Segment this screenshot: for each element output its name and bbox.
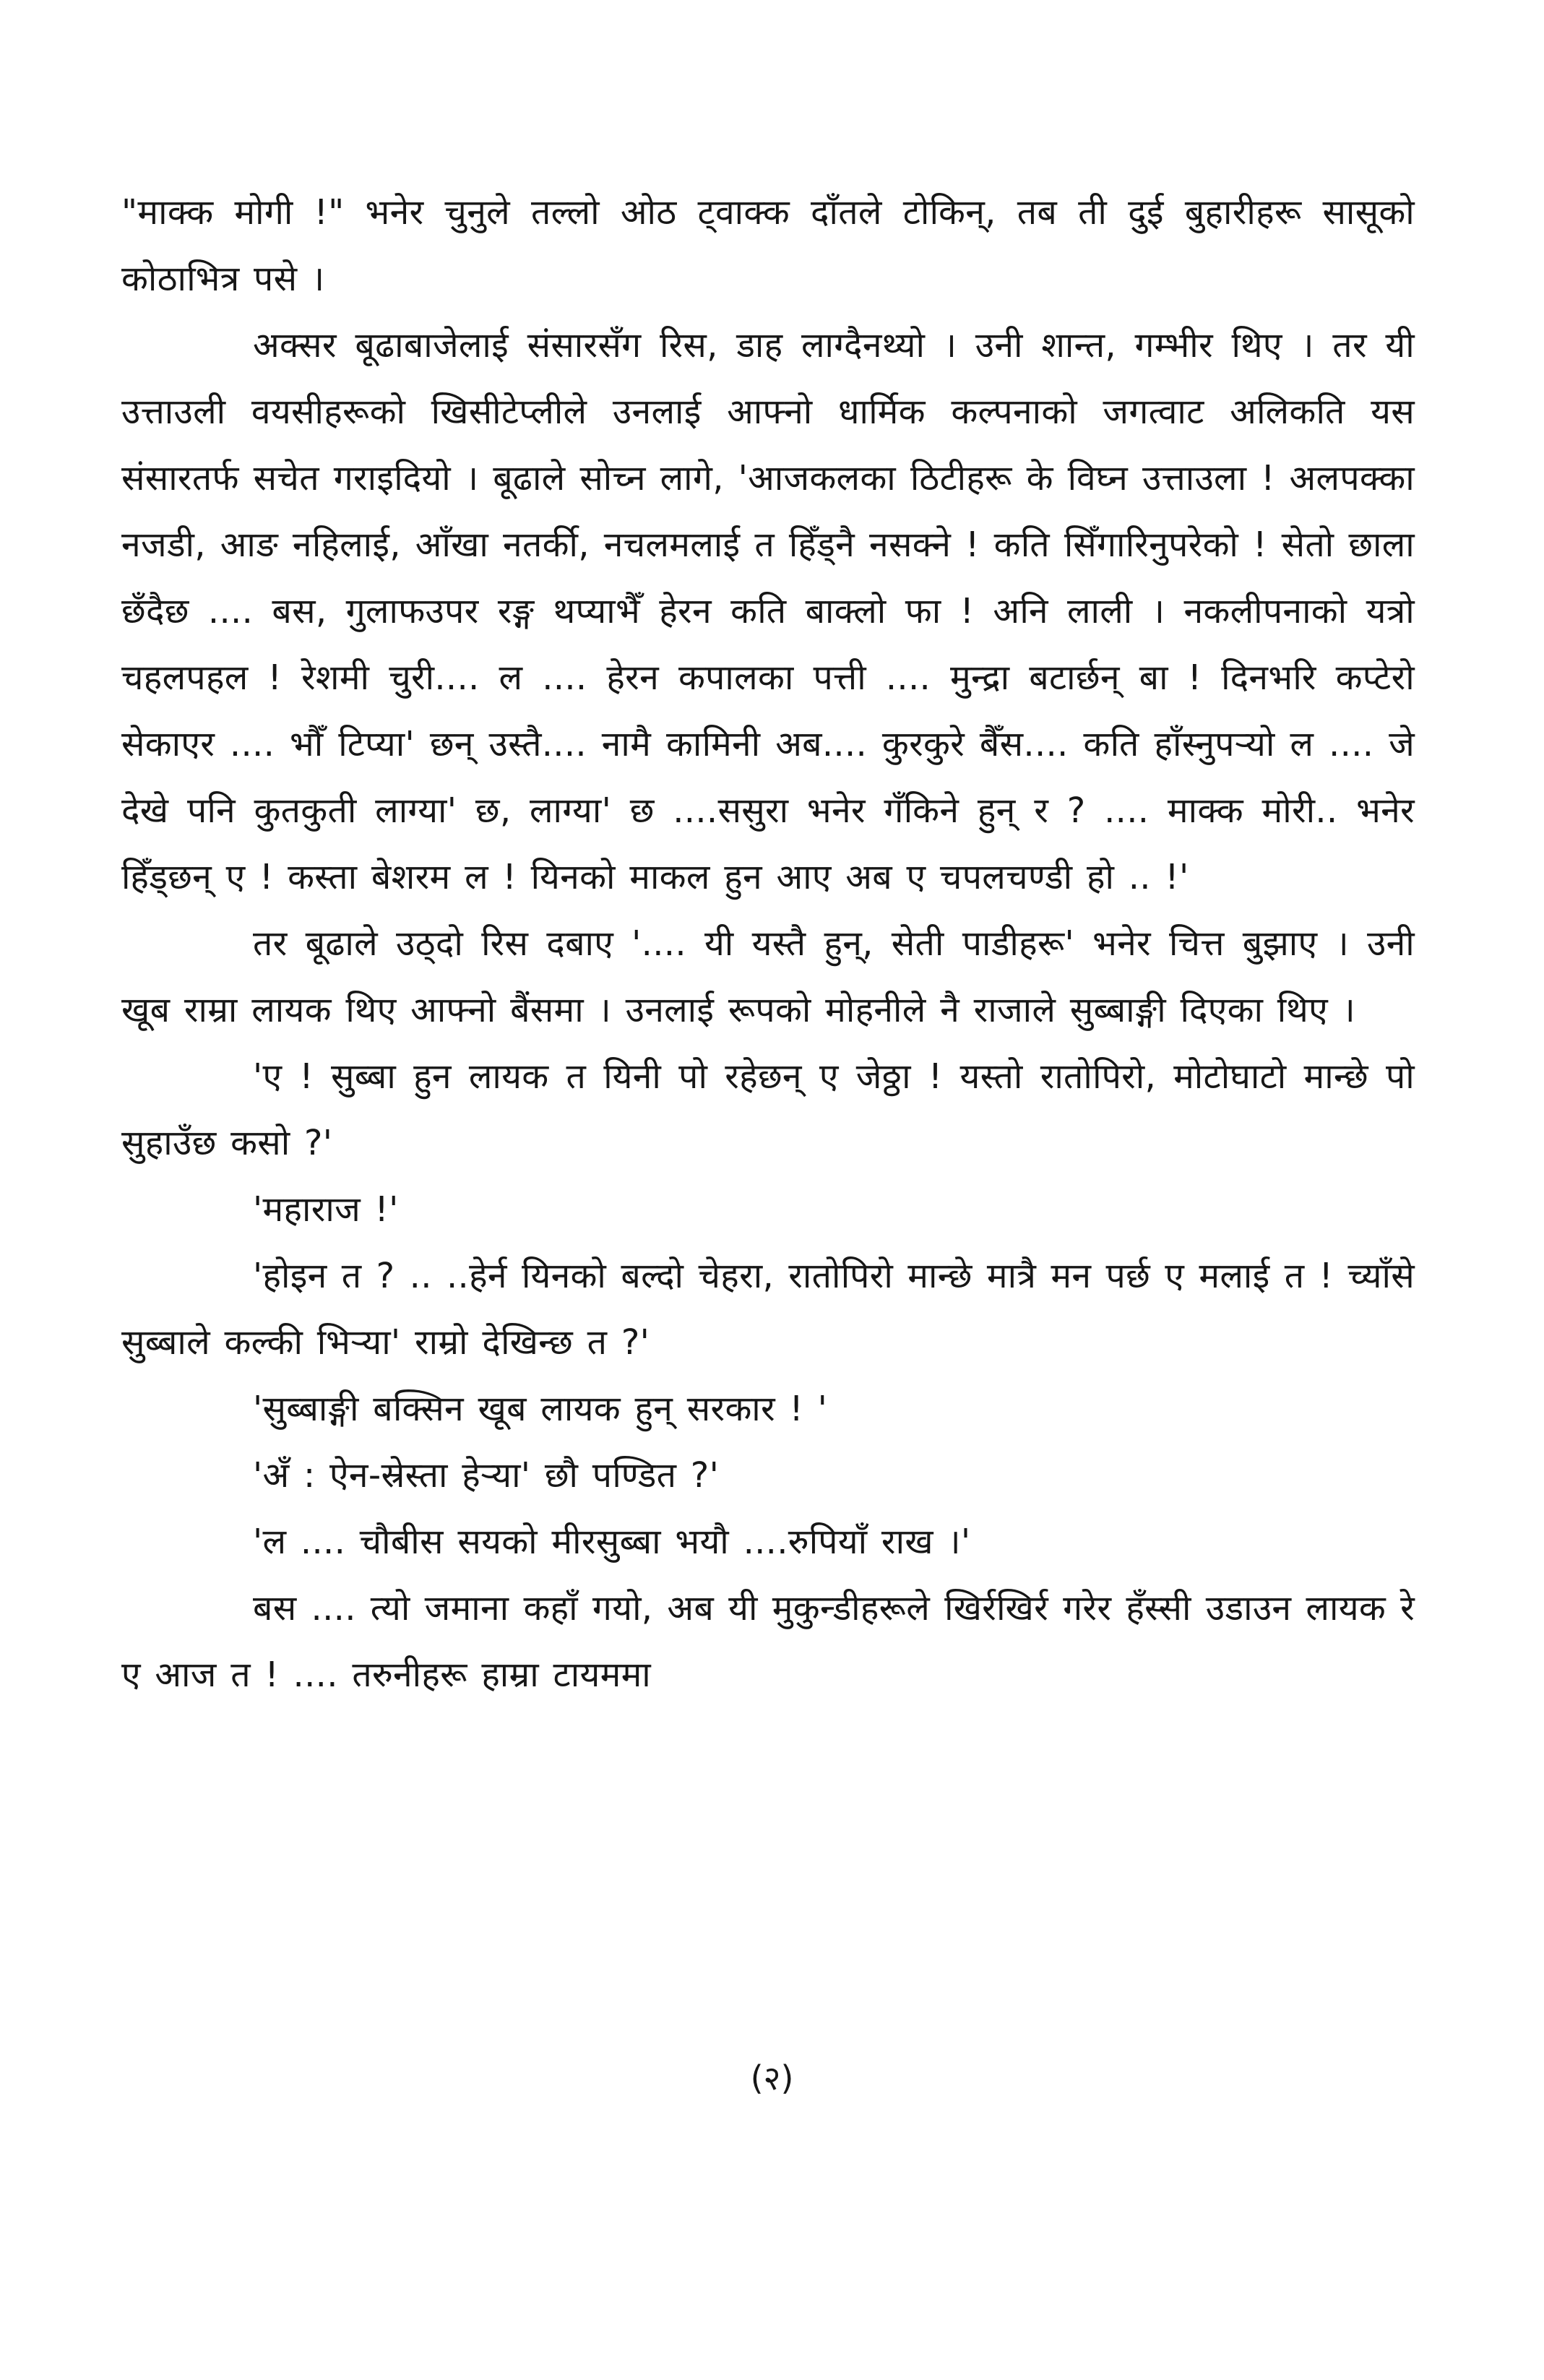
paragraph-5: 'महाराज !' (253, 1189, 399, 1230)
paragraph-4: 'ए ! सुब्बा हुन लायक त यिनी पो रहेछन् ए जेठ्ठा ! यस्तो रातोपिरो, मोटोघाटो मान्छे पो सुहाउँछ कसो ?' (121, 1056, 1415, 1163)
paragraph-9: 'ल .... चौबीस सयको मीरसुब्बा भयौ ....रुपियाँ राख ।' (253, 1522, 971, 1562)
paragraph-3: तर बूढाले उठ्दो रिस दबाए '.... यी यस्तै हुन्, सेती पाडीहरू' भनेर चित्त बुझाए । उनी खूब राम्रा लायक थिए आफ्नो बैंसमा । उनलाई रूपको मोहनीले नै राजाले सुब्बाङ्गी दिएका थिए । (121, 923, 1415, 1030)
paragraph-8: 'अँ : ऐन-स्रेस्ता हेऱ्या' छौ पण्डित ?' (253, 1455, 720, 1496)
page-number: (२) (750, 2058, 794, 2097)
paragraph-6: 'होइन त ? .. ..हेर्न यिनको बल्दो चेहरा, रातोपिरो मान्छे मात्रै मन पर्छ ए मलाई त ! च्याँसे सुब्बाले कल्की भिऱ्या' राम्रो देखिन्छ त ?' (121, 1256, 1415, 1363)
paragraph-7: 'सुब्बाङ्गी बक्सिन खूब लायक हुन् सरकार ! ' (253, 1389, 828, 1429)
paragraph-10: बस .... त्यो जमाना कहाँ गयो, अब यी मुकुन्डीहरूले खिर्रखिर्र गरेर हँस्सी उडाउन लायक रे ए आज त ! .... तरुनीहरू हाम्रा टायममा (121, 1588, 1415, 1695)
paragraph-2: अक्सर बूढाबाजेलाई संसारसँग रिस, डाह लाग्दैनथ्यो । उनी शान्त, गम्भीर थिए । तर यी उत्ताउली वयसीहरूको खिसीटेप्लीले उनलाई आफ्नो धार्मिक कल्पनाको जगत्वाट अलिकति यस संसारतर्फ सचेत गराइदियो । बूढाले सोच्न लागे, 'आजकलका ठिटीहरू के विघ्न उत्ताउला ! अलपक्का नजडी, आङ नहिलाई, आँखा नतर्की, नचलमलाई त हिँड्नै नसक्ने ! कति सिँगारिनुपरेको ! सेतो छाला छँदैछ .... बस, गुलाफउपर रङ्ग थप्याभैँ हेरन कति बाक्लो फा ! अनि लाली । नकलीपनाको यत्रो चहलपहल ! रेशमी चुरी.... ल .... हेरन कपालका पत्ती .... मुन्द्रा बटार्छन् बा ! दिनभरि कप्टेरो सेकाएर .... भौँ टिप्या' छन् उस्तै.... नामै कामिनी अब.... कुरकुरे बैँस.... कति हाँस्नुपऱ्यो ल .... जे देखे पनि कुतकुती लाग्या' छ, लाग्या' छ ....ससुरा भनेर गँकिने हुन् र ? .... माक्क मोरी.. भनेर हिँड्छन् ए ! कस्ता बेशरम ल ! यिनको माकल हुन आए अब ए चपलचण्डी हो .. !' (121, 325, 1415, 897)
paragraph-1: "माक्क मोगी !" भनेर चुनुले तल्लो ओठ ट्वाक्क दाँतले टोकिन्, तब ती दुई बुहारीहरू सासूको कोठाभित्र पसे । (121, 192, 1415, 299)
body-text (121, 179, 1415, 1708)
